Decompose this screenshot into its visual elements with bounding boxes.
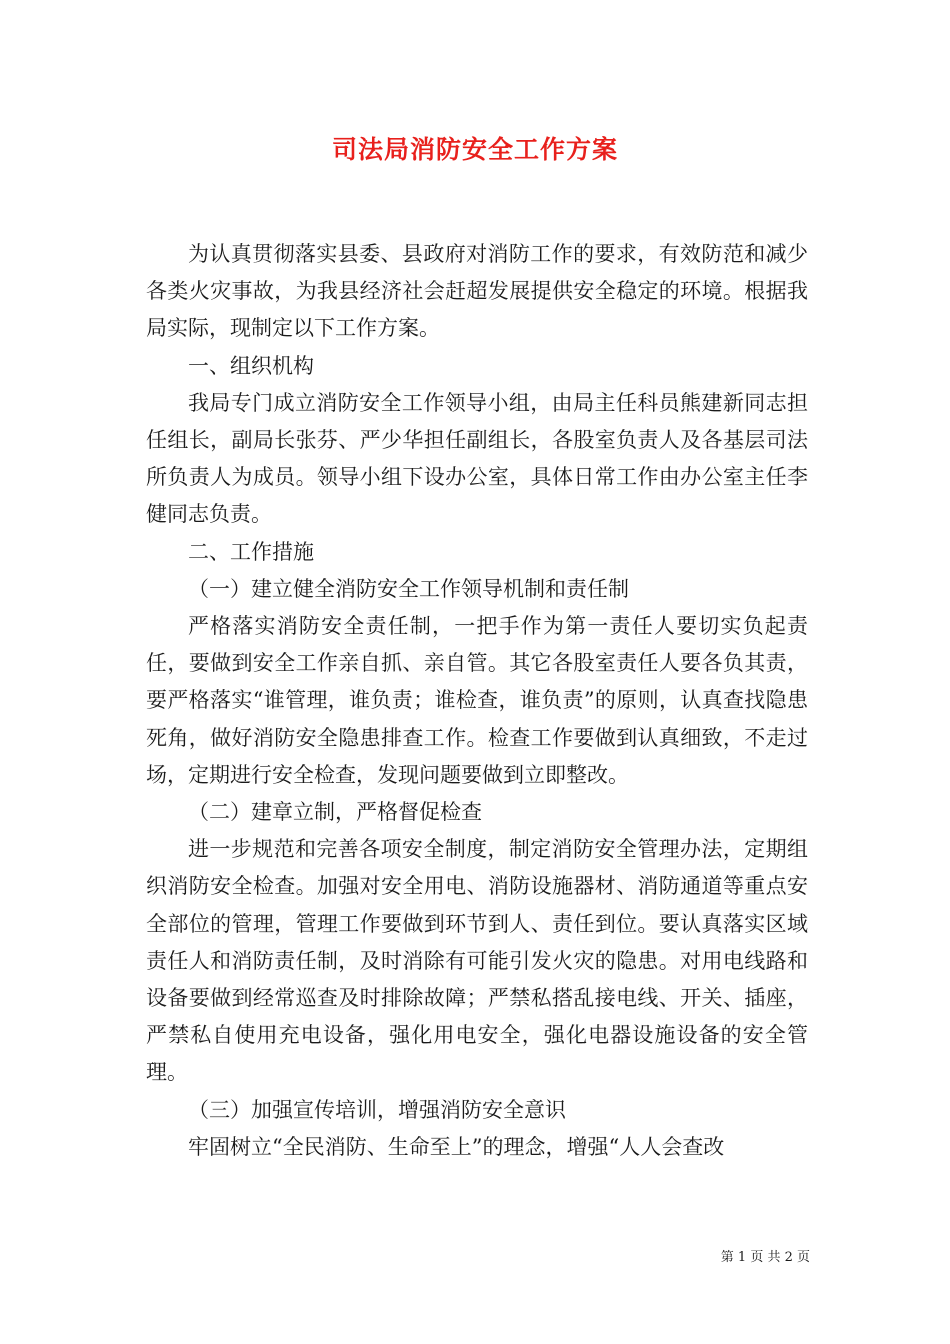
page-number: 第 1 页 共 2 页 [720, 1250, 810, 1265]
subheading-measure-3: （三）加强宣传培训，增强消防安全意识 [188, 1097, 566, 1122]
paragraph-organization: 我局专门成立消防安全工作领导小组，由局主任科员熊建新同志担任组长，副局长张芬、严少华担任副组长，各股室负责人及各基层司法所负责人为成员。领导小组下设办公室，具体日常工作由办公室主任李健同志负责。 [146, 390, 808, 527]
paragraph-measure-1: 严格落实消防安全责任制，一把手作为第一责任人要切实负起责任，要做到安全工作亲自抓、亲自管。其它各股室责任人要各负其责，要严格落实“谁管理，谁负责；谁检查，谁负责”的原则，认真查找隐患死角，做好消防安全隐患排查工作。检查工作要做到认真细致，不走过场，定期进行安全检查，发现问题要做到立即整改。 [146, 614, 808, 787]
paragraph-measure-2: 进一步规范和完善各项安全制度，制定消防安全管理办法，定期组织消防安全检查。加强对安全用电、消防设施器材、消防通道等重点安全部位的管理，管理工作要做到环节到人、责任到位。要认真落实区域责任人和消防责任制，及时消除有可能引发火灾的隐患。对用电线路和设备要做到经常巡查及时排除故障；严禁私搭乱接电线、开关、插座，严禁私自使用充电设备，强化用电安全，强化电器设施设备的安全管理。 [146, 837, 808, 1085]
heading-measures: 二、工作措施 [188, 539, 314, 564]
document-title: 司法局消防安全工作方案 [331, 135, 618, 164]
subheading-measure-1: （一）建立健全消防安全工作领导机制和责任制 [188, 576, 629, 601]
heading-organization: 一、组织机构 [188, 353, 314, 378]
paragraph-intro: 为认真贯彻落实县委、县政府对消防工作的要求，有效防范和减少各类火灾事故，为我县经济社会赶超发展提供安全稳定的环境。根据我局实际，现制定以下工作方案。 [146, 242, 808, 341]
document-body [146, 236, 808, 1166]
paragraph-measure-3: 牢固树立“全民消防、生命至上”的理念，增强“人人会查改 [188, 1134, 725, 1159]
subheading-measure-2: （二）建章立制，严格督促检查 [188, 800, 482, 825]
